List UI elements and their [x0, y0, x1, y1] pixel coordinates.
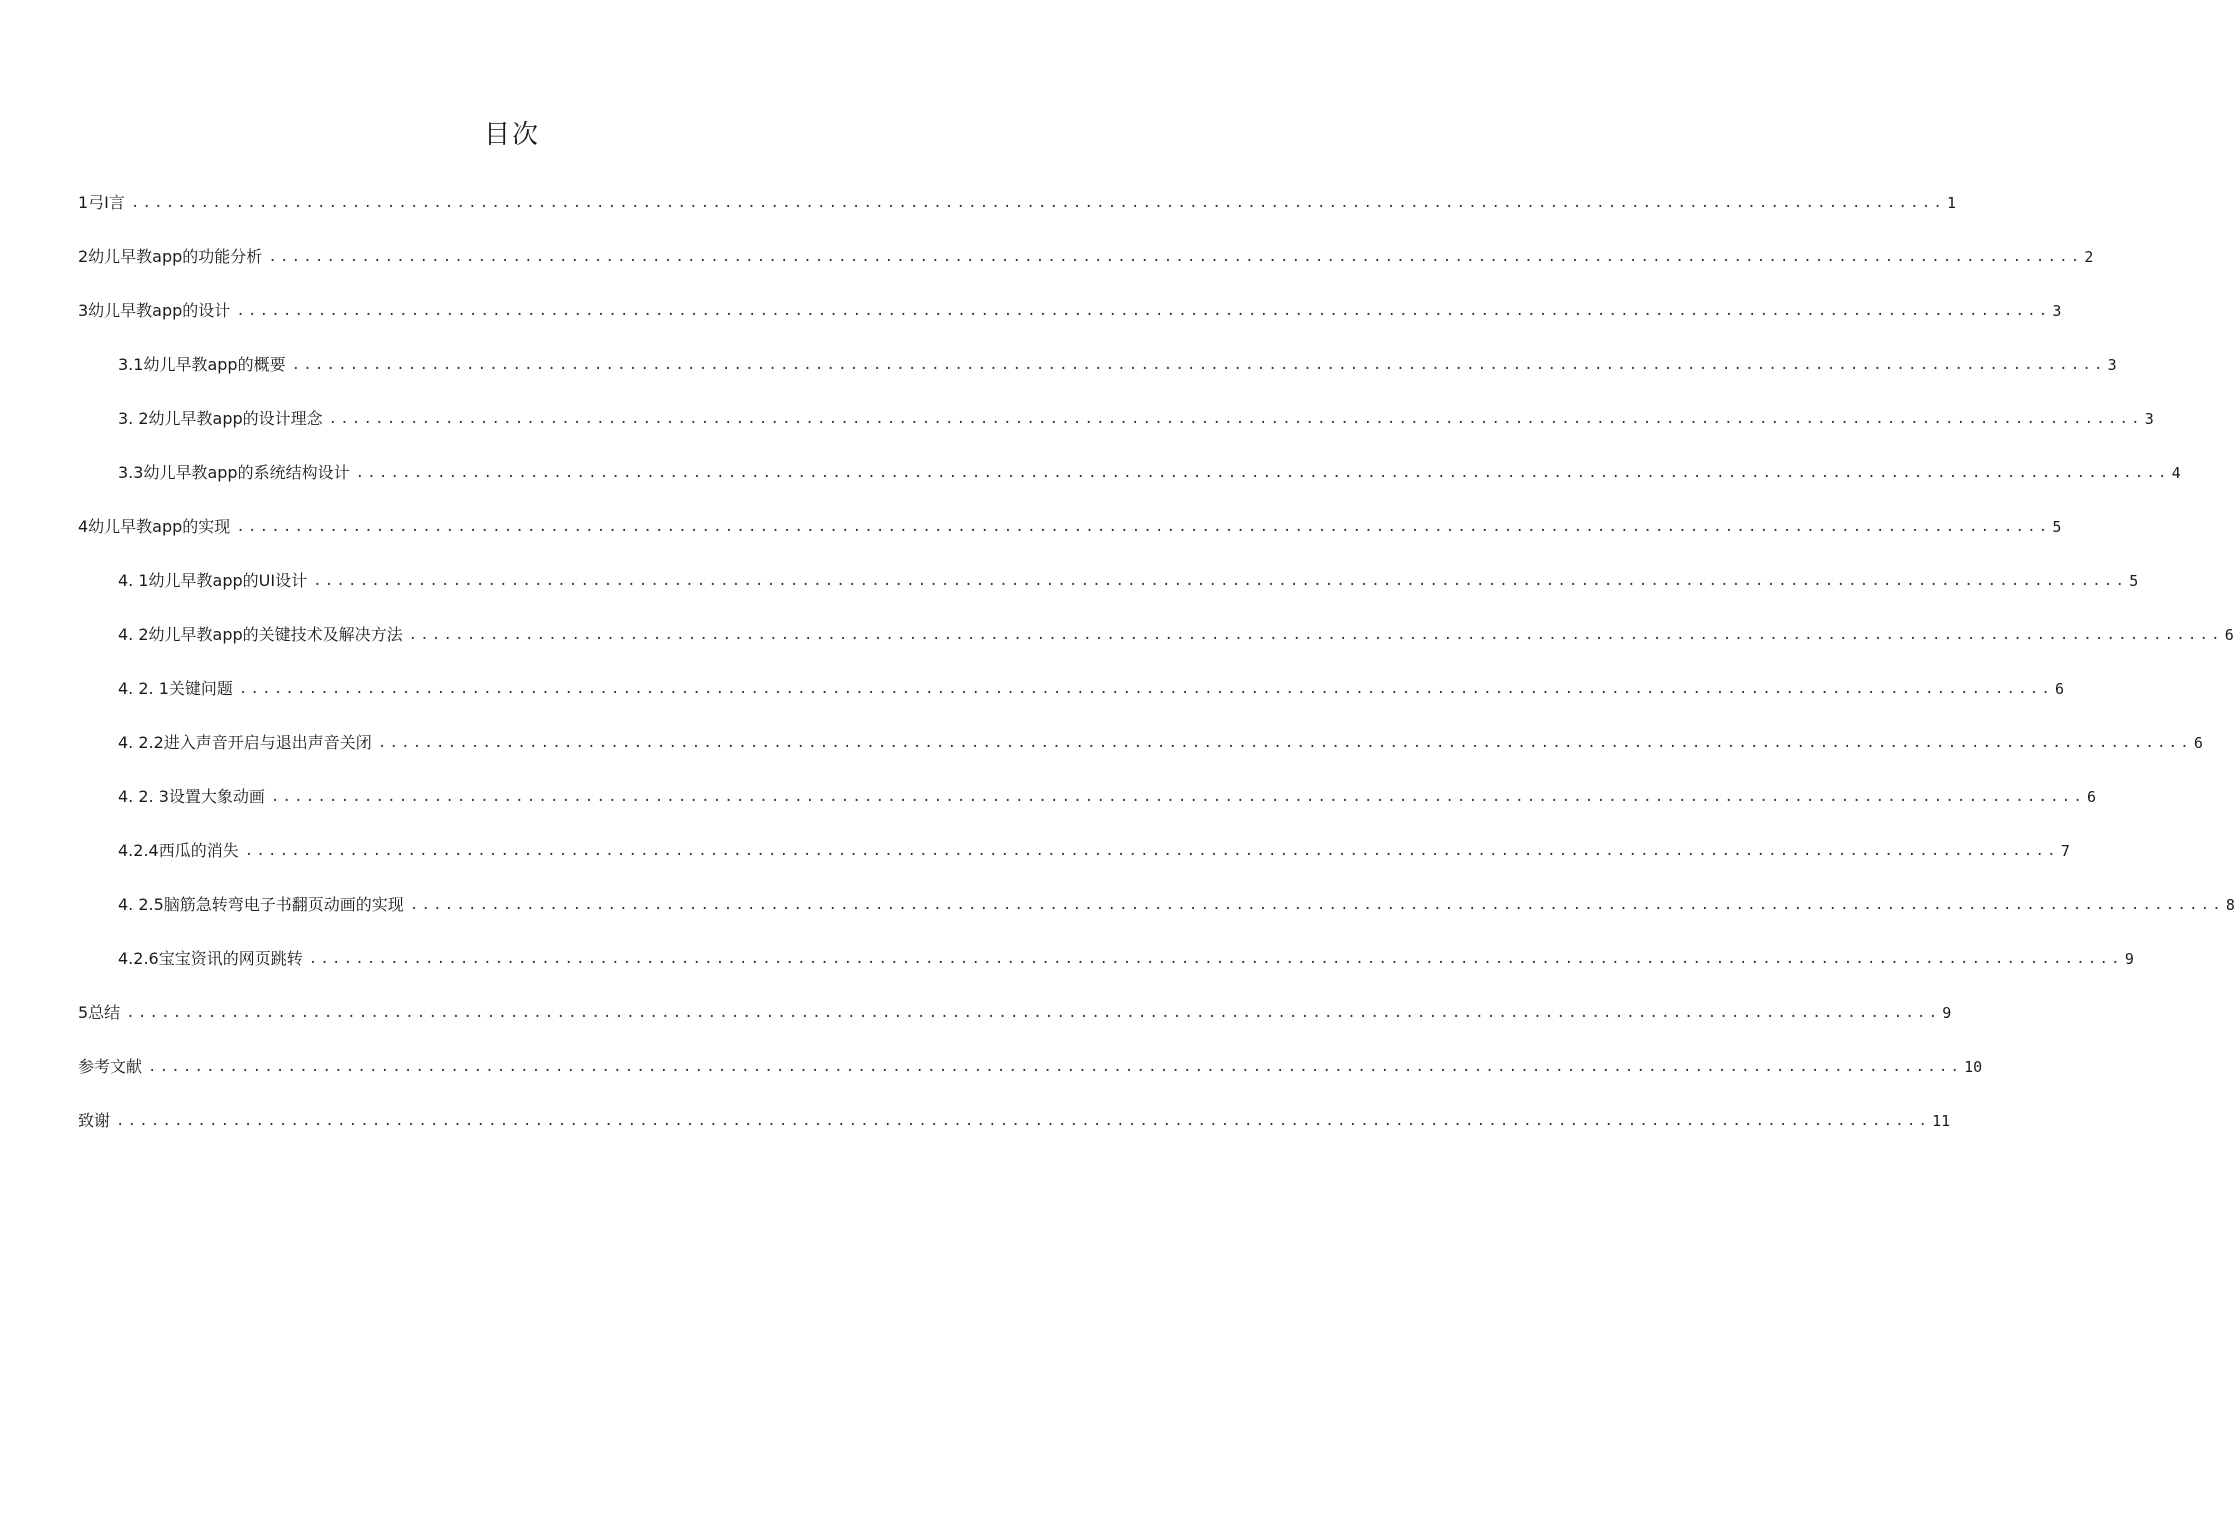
toc-entry: [118, 939, 2134, 969]
toc-dot-leader: ............................................................................................................................................................: [328, 411, 2143, 427]
toc-entry: [118, 723, 2203, 753]
toc-entry-label: 4. 2.2进入声音开启与退出声音关闭: [118, 733, 372, 752]
toc-entry-label: 4. 2幼儿早教app的关键技术及解决方法: [118, 625, 403, 644]
toc-entry: [118, 831, 2070, 861]
toc-entry-label: 4. 2.5脑筋急转弯电子书翻页动画的实现: [118, 895, 404, 914]
toc-dot-leader: ............................................................................................................................................................: [270, 789, 2085, 805]
toc-entry-label: 5总结: [78, 1003, 121, 1022]
toc-dot-leader: ............................................................................................................................................................: [313, 573, 2128, 589]
toc-entry-page: 9: [1942, 1004, 1952, 1022]
toc-entry-label: 4. 2. 1关键问题: [118, 679, 233, 698]
toc-entry-page: 6: [2086, 788, 2097, 806]
toc-entry-page: 10: [1964, 1058, 1983, 1076]
toc-dot-leader: ............................................................................................................................................................: [236, 303, 2051, 319]
toc-dot-leader: ............................................................................................................................................................: [236, 519, 2051, 535]
toc-entry-label: 2幼儿早教app的功能分析: [78, 247, 263, 266]
toc-dot-leader: ............................................................................................................................................................: [238, 681, 2053, 697]
toc-entry-page: 5: [2129, 572, 2139, 590]
toc-dot-leader: ............................................................................................................................................................: [291, 357, 2106, 373]
toc-dot-leader: ............................................................................................................................................................: [268, 249, 2083, 265]
toc-entry: [78, 1047, 1983, 1077]
toc-entry-page: 8: [2225, 896, 2235, 914]
toc-entry: [78, 291, 2062, 321]
toc-entry-label: 3幼儿早教app的设计: [78, 301, 231, 320]
toc-title: 目次: [483, 120, 540, 150]
toc-entry-label: 参考文献: [78, 1057, 143, 1076]
toc-entry-page: 1: [1947, 194, 1957, 212]
toc-entry-page: 3: [2107, 356, 2117, 374]
toc-entry-page: 4: [2171, 464, 2181, 482]
toc-entry: [118, 561, 2139, 591]
toc-entry: [118, 777, 2097, 807]
toc-entry: [118, 615, 2234, 645]
toc-entry-label: 4.2.4西瓜的消失: [118, 841, 239, 860]
toc-dot-leader: ............................................................................................................................................................: [130, 195, 1945, 211]
toc-entry-page: 9: [2124, 950, 2134, 968]
toc-entry-page: 6: [2224, 626, 2234, 644]
toc-entry-page: 3: [2052, 302, 2062, 320]
toc-entry: [78, 237, 2094, 267]
toc-entry: [118, 453, 2181, 483]
toc-entry-page: 11: [1932, 1112, 1951, 1130]
toc-entry-label: 4.2.6宝宝资讯的网页跳转: [118, 949, 303, 968]
toc-entry-page: 7: [2060, 842, 2070, 860]
toc-entry-label: 3.1幼儿早教app的概要: [118, 355, 286, 374]
toc-entry: [78, 507, 2062, 537]
toc-entry: [78, 1101, 1951, 1131]
toc-entry-page: 3: [2144, 410, 2154, 428]
toc-dot-leader: ............................................................................................................................................................: [308, 951, 2123, 967]
toc-dot-leader: ............................................................................................................................................................: [116, 1113, 1931, 1129]
toc-entry-page: 5: [2052, 518, 2062, 536]
toc-entry-label: 1弓I言: [78, 193, 125, 212]
toc-entry: [78, 993, 1952, 1023]
toc-dot-leader: ............................................................................................................................................................: [408, 627, 2223, 643]
toc-dot-leader: ............................................................................................................................................................: [126, 1005, 1941, 1021]
toc-entry: [118, 399, 2154, 429]
toc-dot-leader: ............................................................................................................................................................: [244, 843, 2059, 859]
toc-entry-page: 6: [2054, 680, 2065, 698]
toc-entry: [118, 669, 2065, 699]
toc-dot-leader: ............................................................................................................................................................: [409, 897, 2224, 913]
toc-entry-label: 3.3幼儿早教app的系统结构设计: [118, 463, 350, 482]
toc-entry-label: 4幼儿早教app的实现: [78, 517, 231, 536]
toc-entry: [118, 345, 2117, 375]
toc-entry-label: 4. 2. 3设置大象动画: [118, 787, 265, 806]
toc-dot-leader: ............................................................................................................................................................: [148, 1059, 1963, 1075]
toc-dot-leader: ............................................................................................................................................................: [355, 465, 2170, 481]
toc-entry: [78, 183, 1957, 213]
toc-dot-leader: ............................................................................................................................................................: [377, 735, 2192, 751]
toc-entry-label: 3. 2幼儿早教app的设计理念: [118, 409, 323, 428]
toc-entry-label: 致谢: [78, 1111, 111, 1130]
toc-entry-page: 2: [2084, 248, 2094, 266]
toc-entry: [118, 885, 2235, 915]
toc-entry-page: 6: [2193, 734, 2203, 752]
toc-entry-label: 4. 1幼儿早教app的UI设计: [118, 571, 308, 590]
